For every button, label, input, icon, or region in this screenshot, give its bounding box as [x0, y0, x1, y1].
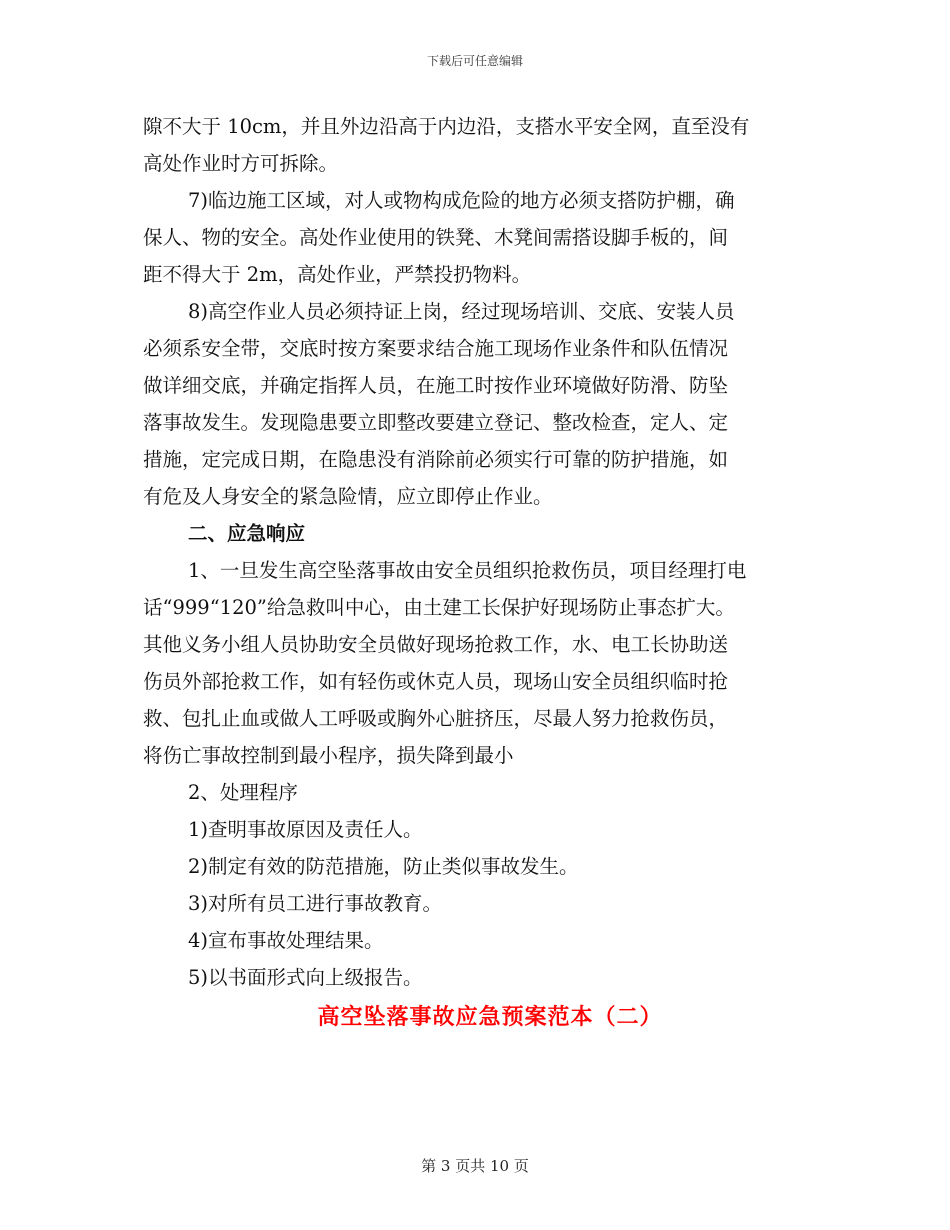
text-line: 将伤亡事故控制到最小程序，损失降到最小: [143, 744, 514, 767]
procedure-step-2: [143, 848, 808, 885]
text-line: 5)以书面形式向上级报告。: [188, 966, 423, 989]
paragraph-response-1: [143, 552, 808, 774]
text-line: 2、处理程序: [188, 781, 298, 804]
text-line: 8)高空作业人员必须持证上岗，经过现场培训、交底、安装人员: [188, 300, 735, 323]
text-line: 4)宣布事故处理结果。: [188, 929, 384, 952]
page-footer: 第 3 页共 10 页: [421, 1157, 529, 1175]
text-line: 7)临边施工区域，对人或物构成危险的地方必须支搭防护棚，确: [188, 189, 735, 212]
text-line: 救、包扎止血或做人工呼吸或胸外心脏挤压，尽最人努力抢救伤员，: [143, 707, 729, 730]
text-line: 伤员外部抢救工作，如有轻伤或休克人员，现场山安全员组织临时抢: [143, 670, 729, 693]
paragraph-item-8: [143, 293, 808, 515]
text-line: 1)查明事故原因及责任人。: [188, 818, 423, 841]
text-line: 距不得大于 2m，高处作业，严禁投扔物料。: [143, 263, 532, 286]
text-line: 措施，定完成日期，在隐患没有消除前必须实行可靠的防护措施，如: [143, 448, 729, 471]
text-line: 1、一旦发生高空坠落事故由安全员组织抢救伤员，项目经理打电: [188, 559, 747, 582]
procedure-step-3: [143, 885, 808, 922]
procedure-step-1: [143, 811, 808, 848]
section-heading: [143, 515, 808, 552]
text-line: 3)对所有员工进行事故教育。: [188, 892, 443, 915]
paragraph-continuation: [143, 108, 808, 182]
procedure-step-4: [143, 922, 808, 959]
procedure-step-5: [143, 959, 808, 996]
text-line: 有危及人身安全的紧急险情，应立即停止作业。: [143, 485, 553, 508]
document-body: [143, 108, 808, 996]
text-line: 话“999“120”给急救叫中心，由土建工长保护好现场防止事态扩大。: [143, 596, 735, 619]
text-line: 其他义务小组人员协助安全员做好现场抢救工作，水、电工长协助送: [143, 633, 729, 656]
header-note: 下载后可任意编辑: [426, 54, 523, 68]
text-line: 必须系安全带，交底时按方案要求结合施工现场作业条件和队伍情况: [143, 337, 729, 360]
text-line: 2)制定有效的防范措施，防止类似事故发生。: [188, 855, 579, 878]
text-line: 高处作业时方可拆除。: [143, 152, 339, 175]
text-line: 保人、物的安全。高处作业使用的铁凳、木凳间需搭设脚手板的，间: [143, 226, 729, 249]
subheading-procedure: [143, 774, 808, 811]
text-line: 隙不大于 10cm，并且外边沿高于内边沿，支搭水平安全网，直至没有: [143, 115, 750, 138]
next-section-title: 高空坠落事故应急预案范本（二）: [317, 1004, 663, 1030]
paragraph-item-7: [143, 182, 808, 293]
text-line: 做详细交底，并确定指挥人员，在施工时按作业环境做好防滑、防坠: [143, 374, 729, 397]
section-heading-text: 二、应急响应: [188, 522, 306, 545]
text-line: 落事故发生。发现隐患要立即整改要建立登记、整改检查，定人、定: [143, 411, 729, 434]
